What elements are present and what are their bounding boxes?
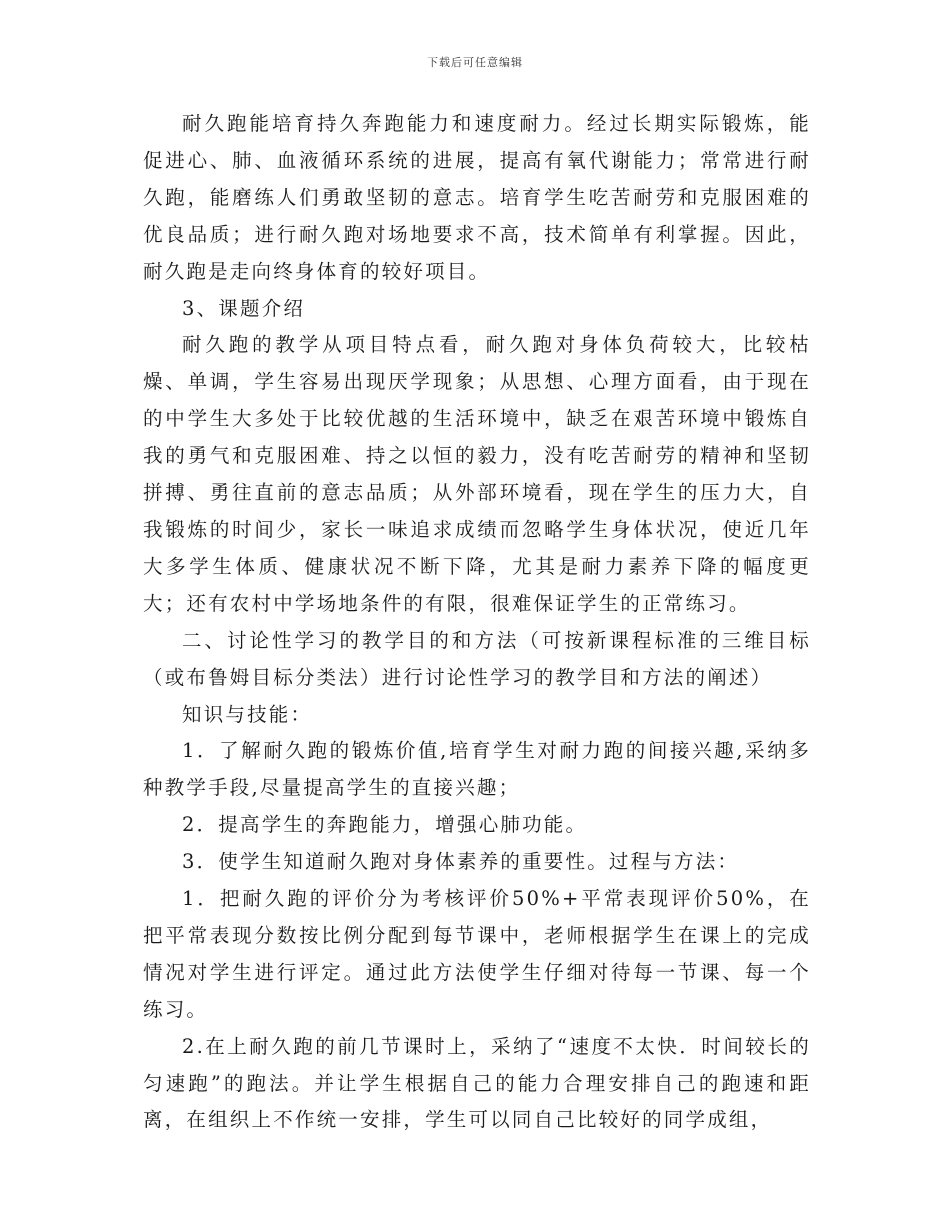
page-header-note: 下载后可任意编辑 bbox=[427, 56, 523, 69]
list-item-knowledge-1: 1．了解耐久跑的锻炼价值,培育学生对耐力跑的间接兴趣,采纳多种教学手段,尽量提高学生的直接兴趣； bbox=[143, 739, 811, 800]
section-heading-topic-intro: 3、课题介绍 bbox=[182, 296, 306, 320]
list-item-process-2: 2.在上耐久跑的前几节课时上，采纳了“速度不太快．时间较长的匀速跑”的跑法。并让学生根据自己的能力合理安排自己的跑速和距离，在组织上不作统一安排，学生可以同自己比较好的同学成组， bbox=[143, 1034, 811, 1132]
paragraph-topic-intro: 耐久跑的教学从项目特点看，耐久跑对身体负荷较大，比较枯燥、单调，学生容易出现厌学现象；从思想、心理方面看，由于现在的中学生大多处于比较优越的生活环境中，缺乏在艰苦环境中锻炼自我的勇气和克服困难、持之以恒的毅力，没有吃苦耐劳的精神和坚韧拼搏、勇往直前的意志品质；从外部环境看，现在学生的压力大，自我锻炼的时间少，家长一味追求成绩而忽略学生身体状况，使近几年大多学生体质、健康状况不断下降，尤其是耐力素养下降的幅度更大；还有农村中学场地条件的有限，很难保证学生的正常练习。 bbox=[143, 333, 811, 615]
list-item-process-1: 1．把耐久跑的评价分为考核评价50%+平常表现评价50%，在把平常表现分数按比例分配到每节课中，老师根据学生在课上的完成情况对学生进行评定。通过此方法使学生仔细对待每一节课、每一个练习。 bbox=[143, 887, 811, 1021]
paragraph-endurance-benefits: 耐久跑能培育持久奔跑能力和速度耐力。经过长期实际锻炼，能促进心、肺、血液循环系统的进展，提高有氧代谢能力；常常进行耐久跑，能磨练人们勇敢坚韧的意志。培育学生吃苦耐劳和克服困难的优良品质；进行耐久跑对场地要求不高，技术简单有利掌握。因此，耐久跑是走向终身体育的较好项目。 bbox=[143, 112, 811, 283]
document-body bbox=[143, 106, 811, 1139]
subheading-knowledge-skills: 知识与技能： bbox=[182, 702, 313, 726]
list-item-knowledge-3: 3．使学生知道耐久跑对身体素养的重要性。过程与方法： bbox=[182, 850, 740, 874]
list-item-knowledge-2: 2．提高学生的奔跑能力，增强心肺功能。 bbox=[182, 813, 588, 837]
section-heading-teaching-goals: 二、讨论性学习的教学目的和方法（可按新课程标准的三维目标（或布鲁姆目标分类法）进行讨论性学习的教学目和方法的阐述） bbox=[143, 628, 811, 689]
